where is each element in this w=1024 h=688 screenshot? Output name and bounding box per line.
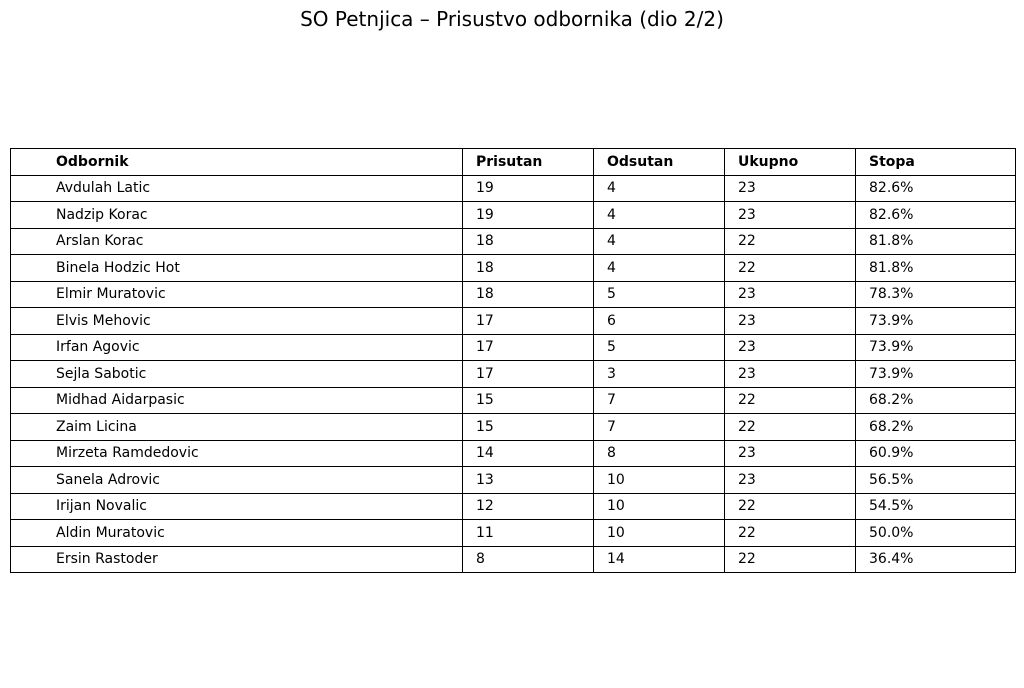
table-row	[11, 334, 1016, 361]
cell-ukupno: 22	[725, 414, 856, 441]
table-row	[11, 546, 1016, 573]
cell-odsutan: 14	[594, 546, 725, 573]
column-header-ukupno: Ukupno	[725, 149, 856, 176]
table-row	[11, 440, 1016, 467]
cell-stopa: 68.2%	[856, 387, 1016, 414]
table-row	[11, 255, 1016, 282]
table-body	[11, 175, 1016, 573]
table-row	[11, 175, 1016, 202]
cell-prisutan: 18	[463, 255, 594, 282]
cell-ukupno: 22	[725, 255, 856, 282]
cell-stopa: 73.9%	[856, 361, 1016, 388]
cell-stopa: 73.9%	[856, 334, 1016, 361]
cell-odbornik: Binela Hodzic Hot	[11, 255, 463, 282]
table-row	[11, 520, 1016, 547]
cell-prisutan: 17	[463, 334, 594, 361]
cell-stopa: 36.4%	[856, 546, 1016, 573]
cell-ukupno: 23	[725, 361, 856, 388]
cell-odsutan: 8	[594, 440, 725, 467]
cell-odsutan: 10	[594, 467, 725, 494]
column-header-odbornik: Odbornik	[11, 149, 463, 176]
cell-stopa: 73.9%	[856, 308, 1016, 335]
cell-prisutan: 12	[463, 493, 594, 520]
cell-odbornik: Sanela Adrovic	[11, 467, 463, 494]
cell-odsutan: 4	[594, 202, 725, 229]
cell-prisutan: 18	[463, 281, 594, 308]
cell-ukupno: 23	[725, 202, 856, 229]
column-header-stopa: Stopa	[856, 149, 1016, 176]
cell-odbornik: Mirzeta Ramdedovic	[11, 440, 463, 467]
cell-prisutan: 18	[463, 228, 594, 255]
cell-prisutan: 14	[463, 440, 594, 467]
column-header-odsutan: Odsutan	[594, 149, 725, 176]
cell-prisutan: 8	[463, 546, 594, 573]
cell-odsutan: 5	[594, 281, 725, 308]
table-row	[11, 387, 1016, 414]
table-row	[11, 228, 1016, 255]
cell-stopa: 54.5%	[856, 493, 1016, 520]
cell-odbornik: Irfan Agovic	[11, 334, 463, 361]
cell-odbornik: Arslan Korac	[11, 228, 463, 255]
cell-stopa: 56.5%	[856, 467, 1016, 494]
cell-prisutan: 13	[463, 467, 594, 494]
cell-odsutan: 10	[594, 520, 725, 547]
cell-ukupno: 23	[725, 281, 856, 308]
cell-odsutan: 7	[594, 387, 725, 414]
cell-odsutan: 3	[594, 361, 725, 388]
cell-stopa: 81.8%	[856, 228, 1016, 255]
cell-odbornik: Sejla Sabotic	[11, 361, 463, 388]
cell-ukupno: 22	[725, 520, 856, 547]
cell-stopa: 82.6%	[856, 175, 1016, 202]
table-row	[11, 361, 1016, 388]
cell-ukupno: 22	[725, 228, 856, 255]
cell-ukupno: 22	[725, 546, 856, 573]
cell-stopa: 60.9%	[856, 440, 1016, 467]
cell-stopa: 82.6%	[856, 202, 1016, 229]
cell-odsutan: 4	[594, 175, 725, 202]
table-row	[11, 308, 1016, 335]
cell-ukupno: 23	[725, 308, 856, 335]
cell-odbornik: Avdulah Latic	[11, 175, 463, 202]
cell-odsutan: 4	[594, 255, 725, 282]
cell-odsutan: 5	[594, 334, 725, 361]
table-row	[11, 493, 1016, 520]
cell-prisutan: 19	[463, 202, 594, 229]
cell-stopa: 68.2%	[856, 414, 1016, 441]
cell-prisutan: 15	[463, 414, 594, 441]
cell-prisutan: 15	[463, 387, 594, 414]
cell-odsutan: 10	[594, 493, 725, 520]
cell-ukupno: 23	[725, 440, 856, 467]
cell-ukupno: 22	[725, 387, 856, 414]
cell-odbornik: Elvis Mehovic	[11, 308, 463, 335]
cell-ukupno: 23	[725, 334, 856, 361]
cell-odbornik: Irijan Novalic	[11, 493, 463, 520]
cell-prisutan: 17	[463, 361, 594, 388]
cell-odsutan: 7	[594, 414, 725, 441]
attendance-table	[10, 148, 1016, 573]
cell-stopa: 78.3%	[856, 281, 1016, 308]
cell-odbornik: Nadzip Korac	[11, 202, 463, 229]
table-header-row	[11, 149, 1016, 176]
cell-prisutan: 19	[463, 175, 594, 202]
table-row	[11, 281, 1016, 308]
cell-prisutan: 11	[463, 520, 594, 547]
cell-odbornik: Zaim Licina	[11, 414, 463, 441]
cell-ukupno: 23	[725, 175, 856, 202]
cell-ukupno: 23	[725, 467, 856, 494]
cell-odbornik: Midhad Aidarpasic	[11, 387, 463, 414]
cell-odbornik: Ersin Rastoder	[11, 546, 463, 573]
cell-odbornik: Elmir Muratovic	[11, 281, 463, 308]
table-row	[11, 414, 1016, 441]
cell-stopa: 50.0%	[856, 520, 1016, 547]
cell-stopa: 81.8%	[856, 255, 1016, 282]
cell-odsutan: 4	[594, 228, 725, 255]
cell-prisutan: 17	[463, 308, 594, 335]
table-row	[11, 467, 1016, 494]
chart-title: SO Petnjica – Prisustvo odbornika (dio 2/2)	[300, 7, 724, 31]
column-header-prisutan: Prisutan	[463, 149, 594, 176]
table-row	[11, 202, 1016, 229]
cell-odsutan: 6	[594, 308, 725, 335]
cell-ukupno: 22	[725, 493, 856, 520]
cell-odbornik: Aldin Muratovic	[11, 520, 463, 547]
